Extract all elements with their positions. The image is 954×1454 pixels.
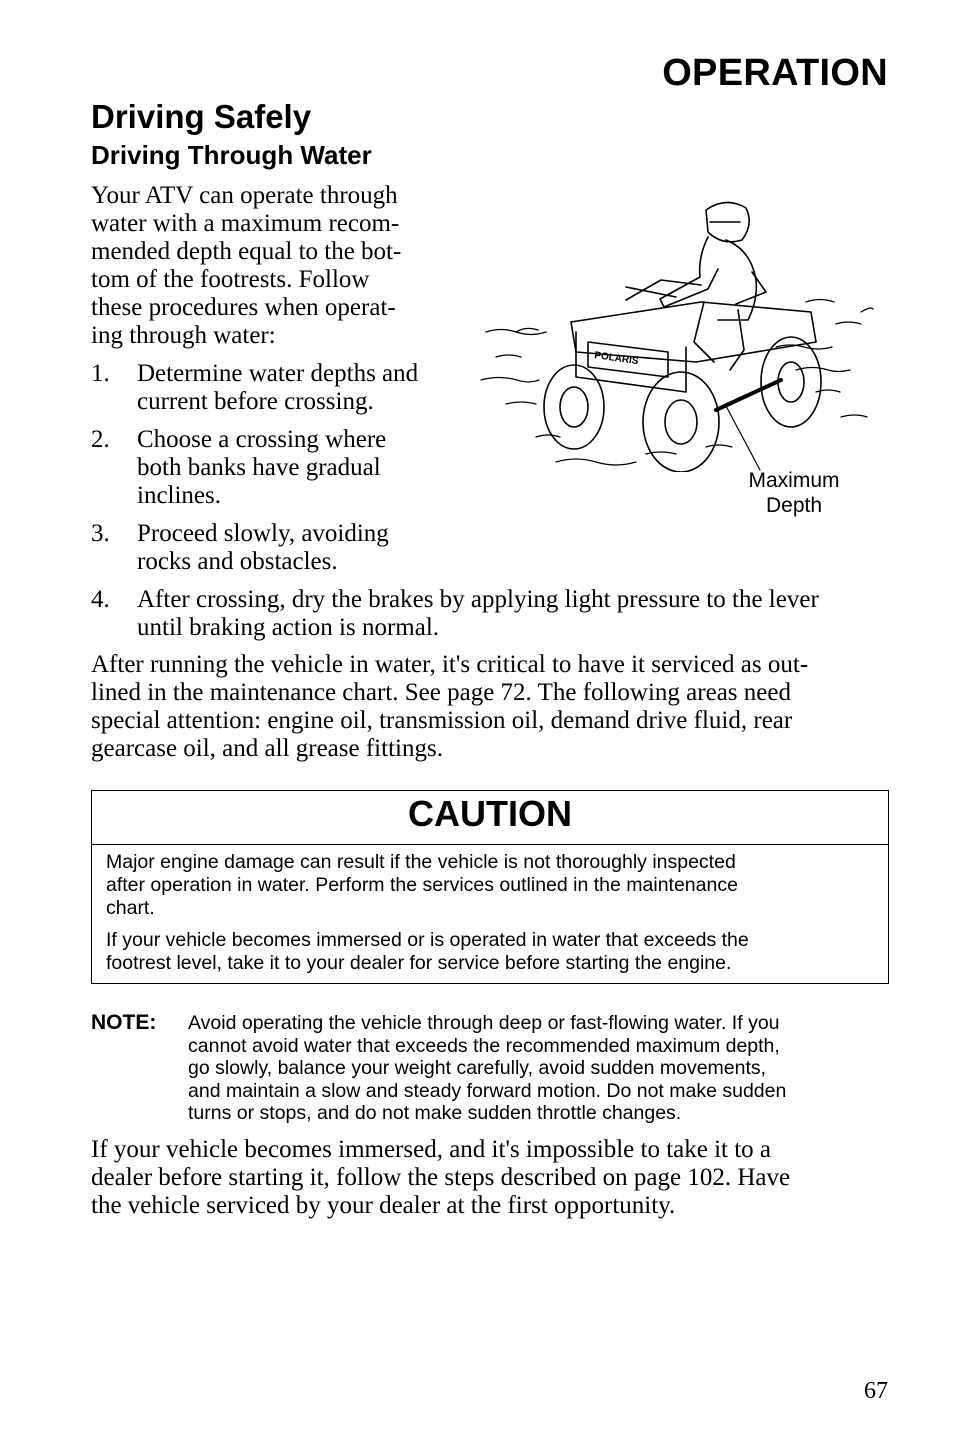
text-line: the vehicle serviced by your dealer at the first opportunity.	[91, 1192, 676, 1219]
text-line: tom of the footrests. Follow	[91, 266, 370, 293]
depth-leader-line	[726, 406, 760, 470]
step-number: 2.	[91, 426, 110, 453]
text-line: turns or stops, and do not make sudden throttle changes.	[188, 1102, 682, 1124]
text-line: these procedures when operat-	[91, 294, 396, 321]
text-line: and maintain a slow and steady forward motion. Do not make sudden	[188, 1079, 787, 1102]
text-line: special attention: engine oil, transmission oil, demand drive fluid, rear	[91, 707, 793, 734]
step-number: 1.	[91, 360, 110, 387]
text-line: Choose a crossing where	[137, 426, 387, 453]
caution-title: CAUTION	[92, 791, 888, 845]
text-line: If your vehicle becomes immersed, and it's impossible to take it to a	[91, 1136, 772, 1163]
atv-wheels	[544, 337, 821, 472]
text-line: rocks and obstacles.	[137, 548, 338, 575]
note-label: NOTE:	[91, 1011, 157, 1034]
text-line: chart.	[106, 897, 155, 919]
page-number: 67	[864, 1378, 888, 1404]
note-block	[91, 1012, 891, 1125]
note-text	[188, 1012, 891, 1125]
intro-paragraph	[91, 182, 441, 350]
brand-mark: POLARIS	[593, 350, 640, 368]
label-line: Maximum	[748, 469, 840, 492]
text-line: after operation in water. Perform the services outlined in the maintenance	[106, 874, 738, 896]
text-line: ing through water:	[91, 322, 276, 349]
text-line: After running the vehicle in water, it's critical to have it serviced as out-	[91, 651, 809, 678]
text-line: footrest level, take it to your dealer for service before starting the engine.	[106, 952, 732, 974]
text-line: until braking action is normal.	[137, 614, 440, 641]
step-number: 3.	[91, 520, 110, 547]
section-header: OPERATION	[662, 52, 888, 94]
text-line: Determine water depths and	[137, 360, 419, 387]
caution-paragraph	[106, 929, 874, 975]
text-line: Avoid operating the vehicle through deep or fast-flowing water. If you	[188, 1012, 780, 1034]
text-line: both banks have gradual	[137, 454, 381, 481]
max-depth-label	[728, 468, 860, 518]
water-ripples	[481, 300, 873, 466]
step-number: 4.	[91, 586, 110, 613]
immersed-paragraph	[91, 1136, 891, 1220]
service-paragraph	[91, 651, 891, 763]
text-line: After crossing, dry the brakes by applying light pressure to the lever	[137, 586, 819, 613]
caution-body	[92, 845, 888, 975]
text-line: Your ATV can operate through	[91, 182, 398, 209]
text-line: If your vehicle becomes immersed or is operated in water that exceeds the	[106, 929, 749, 951]
subsection-title: Driving Through Water	[91, 140, 372, 170]
caution-paragraph	[106, 851, 874, 920]
text-line: current before crossing.	[137, 388, 374, 415]
rider	[660, 202, 766, 370]
text-line: inclines.	[137, 482, 222, 509]
text-line: dealer before starting it, follow the steps described on page 102. Have	[91, 1164, 791, 1191]
text-line: Major engine damage can result if the vehicle is not thoroughly inspected	[106, 851, 736, 873]
text-line: lined in the maintenance chart. See page 72. The following areas need	[91, 679, 791, 706]
text-line: water with a maximum recom-	[91, 210, 400, 237]
page-title: Driving Safely	[91, 98, 312, 135]
text-line: mended depth equal to the bot-	[91, 238, 402, 265]
text-line: go slowly, balance your weight carefully, avoid sudden movements,	[188, 1057, 767, 1079]
list-item	[91, 586, 891, 642]
label-line: Depth	[765, 494, 823, 517]
caution-box	[91, 790, 889, 984]
text-line: gearcase oil, and all grease fittings.	[91, 735, 443, 762]
text-line: Proceed slowly, avoiding	[137, 520, 389, 547]
list-item	[91, 520, 891, 576]
text-line: cannot avoid water that exceeds the recommended maximum depth,	[188, 1034, 780, 1057]
